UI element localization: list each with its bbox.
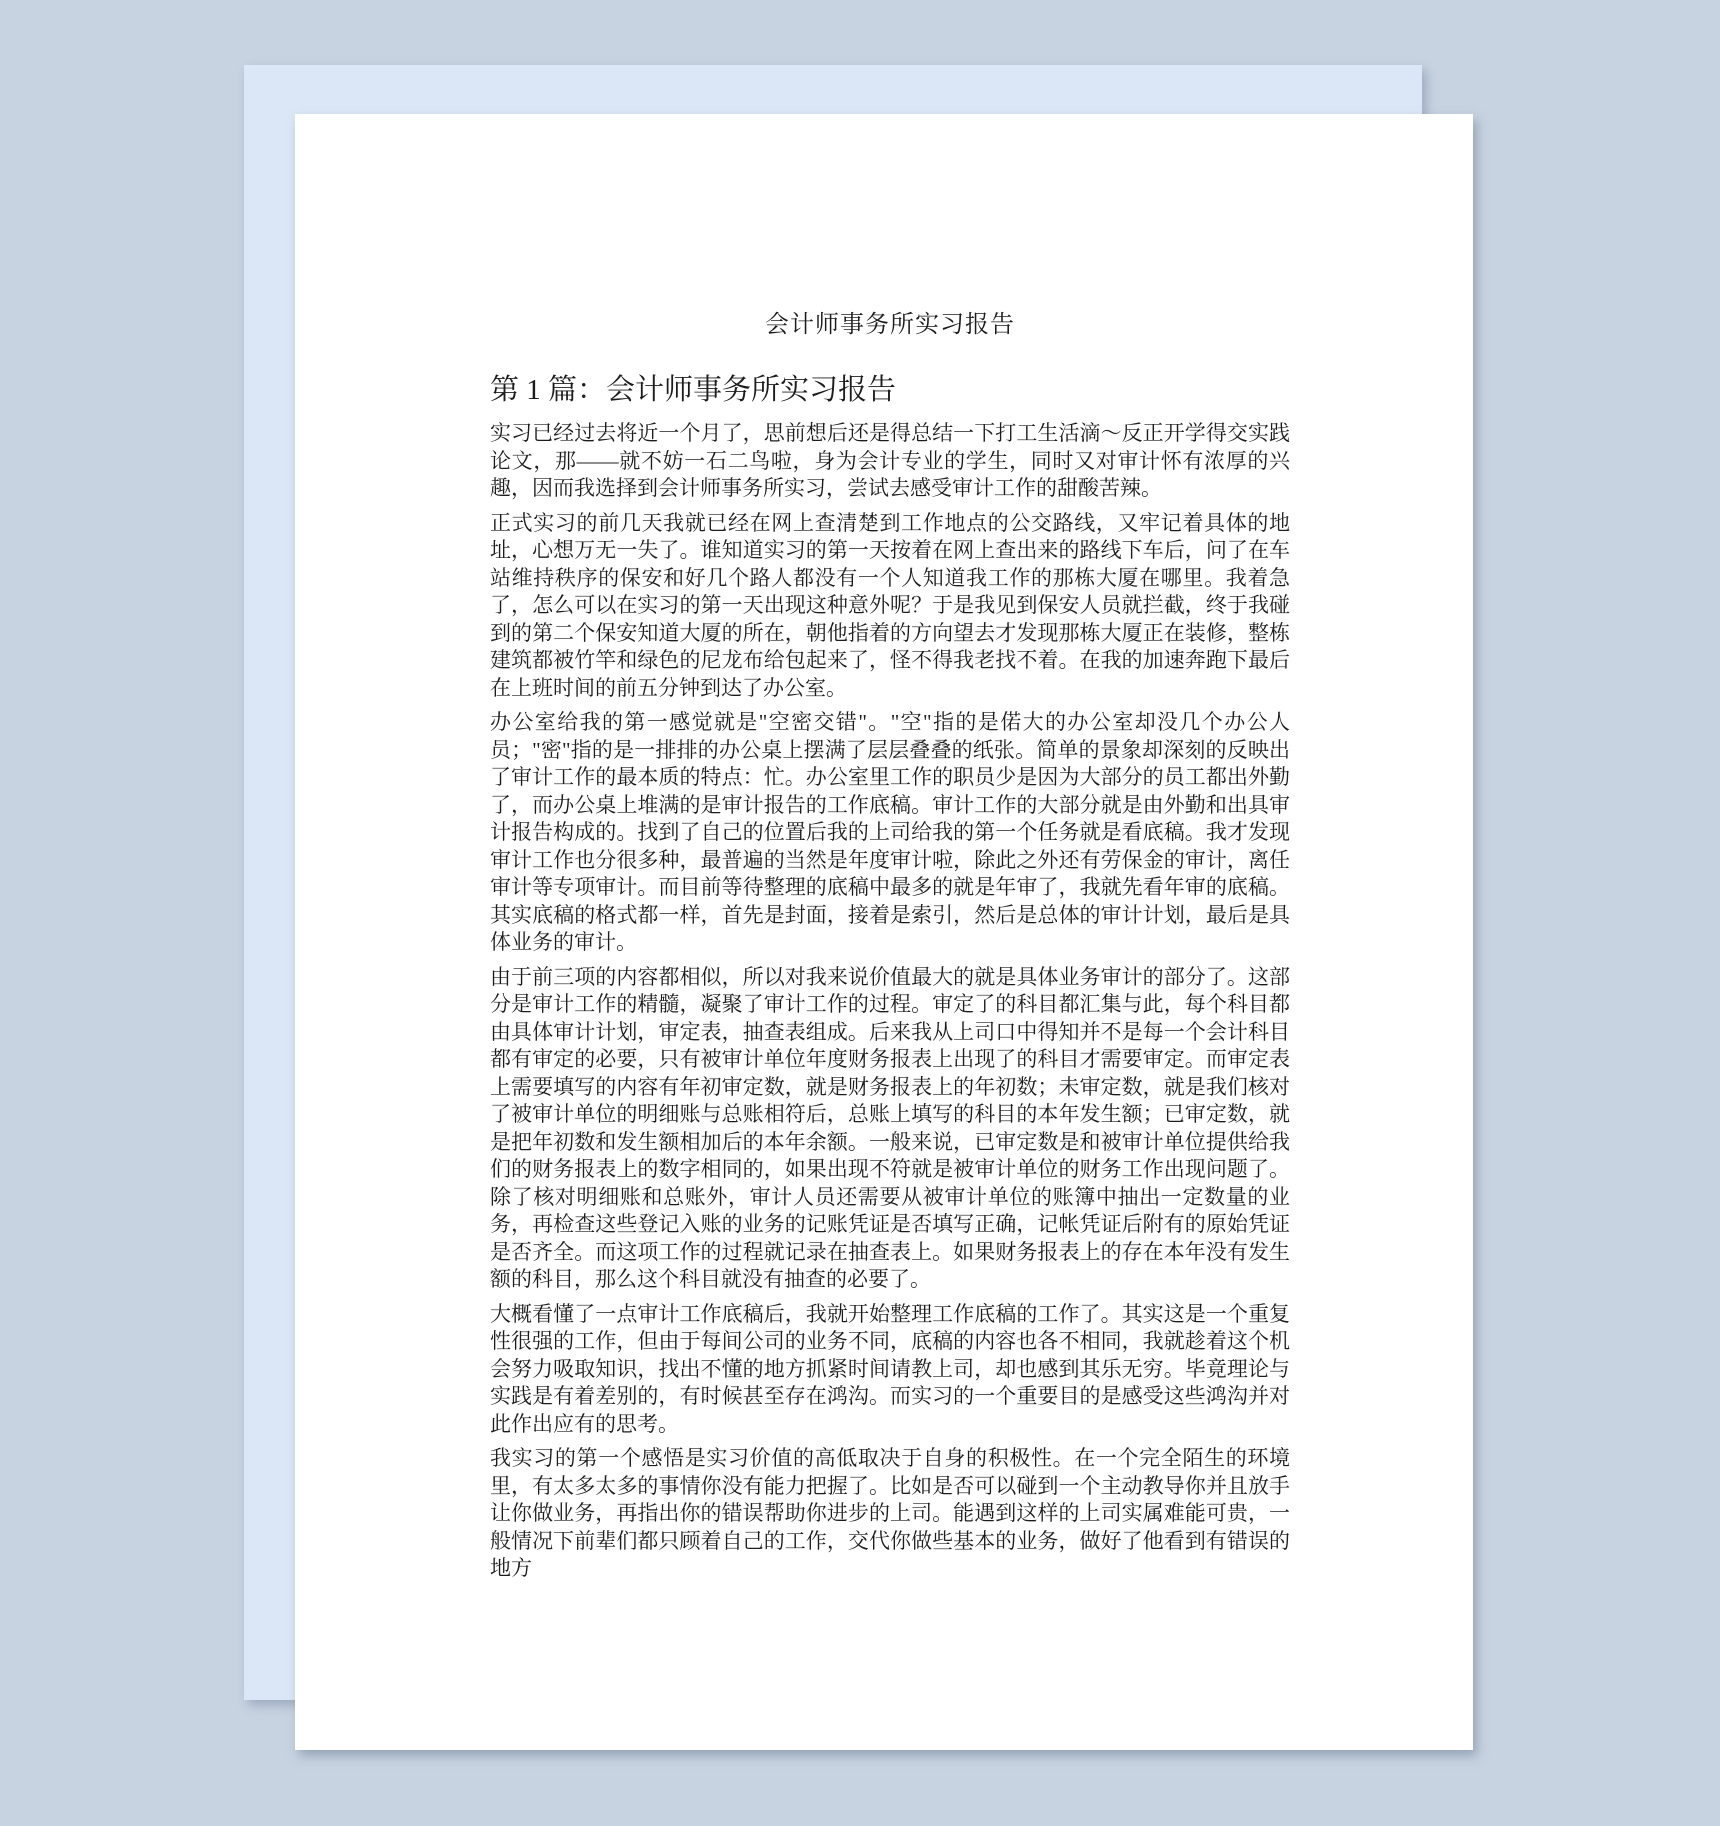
body-paragraph: 办公室给我的第一感觉就是"空密交错"。"空"指的是偌大的办公室却没几个办公人员；"密"指的是一排排的办公桌上摆满了层层叠叠的纸张。简单的景象却深刻的反映出了审计工作的最本质的特点：忙。办公室里工作的职员少是因为大部分的员工都出外勤了，而办公桌上堆满的是审计报告的工作底稿。审计工作的大部分就是由外勤和出具审计报告构成的。找到了自己的位置后我的上司给我的第一个任务就是看底稿。我才发现审计工作也分很多种，最普遍的当然是年度审计啦，除此之外还有劳保金的审计，离任审计等专项审计。而目前等待整理的底稿中最多的就是年审了，我就先看年审的底稿。其实底稿的格式都一样，首先是封面，接着是索引，然后是总体的审计计划，最后是具体业务的审计。 (490, 710, 1290, 954)
section-heading: 第 1 篇：会计师事务所实习报告 (490, 374, 897, 406)
document-title: 会计师事务所实习报告 (765, 312, 1015, 338)
body-paragraph: 我实习的第一个感悟是实习价值的高低取决于自身的积极性。在一个完全陌生的环境里，有太多太多的事情你没有能力把握了。比如是否可以碰到一个主动教导你并且放手让你做业务，再指出你的错误帮助你进步的上司。能遇到这样的上司实属难能可贵，一般情况下前辈们都只顾着自己的工作，交代你做些基本的业务，做好了他看到有错误的地方 (490, 1446, 1290, 1580)
body-paragraph: 由于前三项的内容都相似，所以对我来说价值最大的就是具体业务审计的部分了。这部分是审计工作的精髓，凝聚了审计工作的过程。审定了的科目都汇集与此，每个科目都由具体审计计划，审定表，抽查表组成。后来我从上司口中得知并不是每一个会计科目都有审定的必要，只有被审计单位年度财务报表上出现了的科目才需要审定。而审定表上需要填写的内容有年初审定数，就是财务报表上的年初数；未审定数，就是我们核对了被审计单位的明细账与总账相符后，总账上填写的科目的本年发生额；已审定数，就是把年初数和发生额相加后的本年余额。一般来说，已审定数是和被审计单位提供给我们的财务报表上的数字相同的，如果出现不符就是被审计单位的财务工作出现问题了。除了核对明细账和总账外，审计人员还需要从被审计单位的账簿中抽出一定数量的业务，再检查这些登记入账的业务的记账凭证是否填写正确，记帐凭证后附有的原始凭证是否齐全。而这项工作的过程就记录在抽查表上。如果财务报表上的存在本年没有发生额的科目，那么这个科目就没有抽查的必要了。 (490, 964, 1290, 1291)
body-paragraph: 正式实习的前几天我就已经在网上查清楚到工作地点的公交路线，又牢记着具体的地址，心想万无一失了。谁知道实习的第一天按着在网上查出来的路线下车后，问了在车站维持秩序的保安和好几个路人都没有一个人知道我工作的那栋大厦在哪里。我着急了，怎么可以在实习的第一天出现这种意外呢？于是我见到保安人员就拦截，终于我碰到的第二个保安知道大厦的所在，朝他指着的方向望去才发现那栋大厦正在装修，整栋建筑都被竹竿和绿色的尼龙布给包起来了，怪不得我老找不着。在我的加速奔跑下最后在上班时间的前五分钟到达了办公室。 (490, 510, 1290, 700)
body-paragraph: 大概看懂了一点审计工作底稿后，我就开始整理工作底稿的工作了。其实这是一个重复性很强的工作，但由于每间公司的业务不同，底稿的内容也各不相同，我就趁着这个机会努力吸取知识，找出不懂的地方抓紧时间请教上司，却也感到其乐无穷。毕竟理论与实践是有着差别的，有时候甚至存在鸿沟。而实习的一个重要目的是感受这些鸿沟并对此作出应有的思考。 (490, 1301, 1290, 1436)
document-page (295, 114, 1473, 1750)
document-body (490, 420, 1290, 1583)
body-paragraph: 实习已经过去将近一个月了，思前想后还是得总结一下打工生活滴～反正开学得交实践论文，那——就不妨一石二鸟啦，身为会计专业的学生，同时又对审计怀有浓厚的兴趣，因而我选择到会计师事务所实习，尝试去感受审计工作的甜酸苦辣。 (490, 421, 1290, 500)
